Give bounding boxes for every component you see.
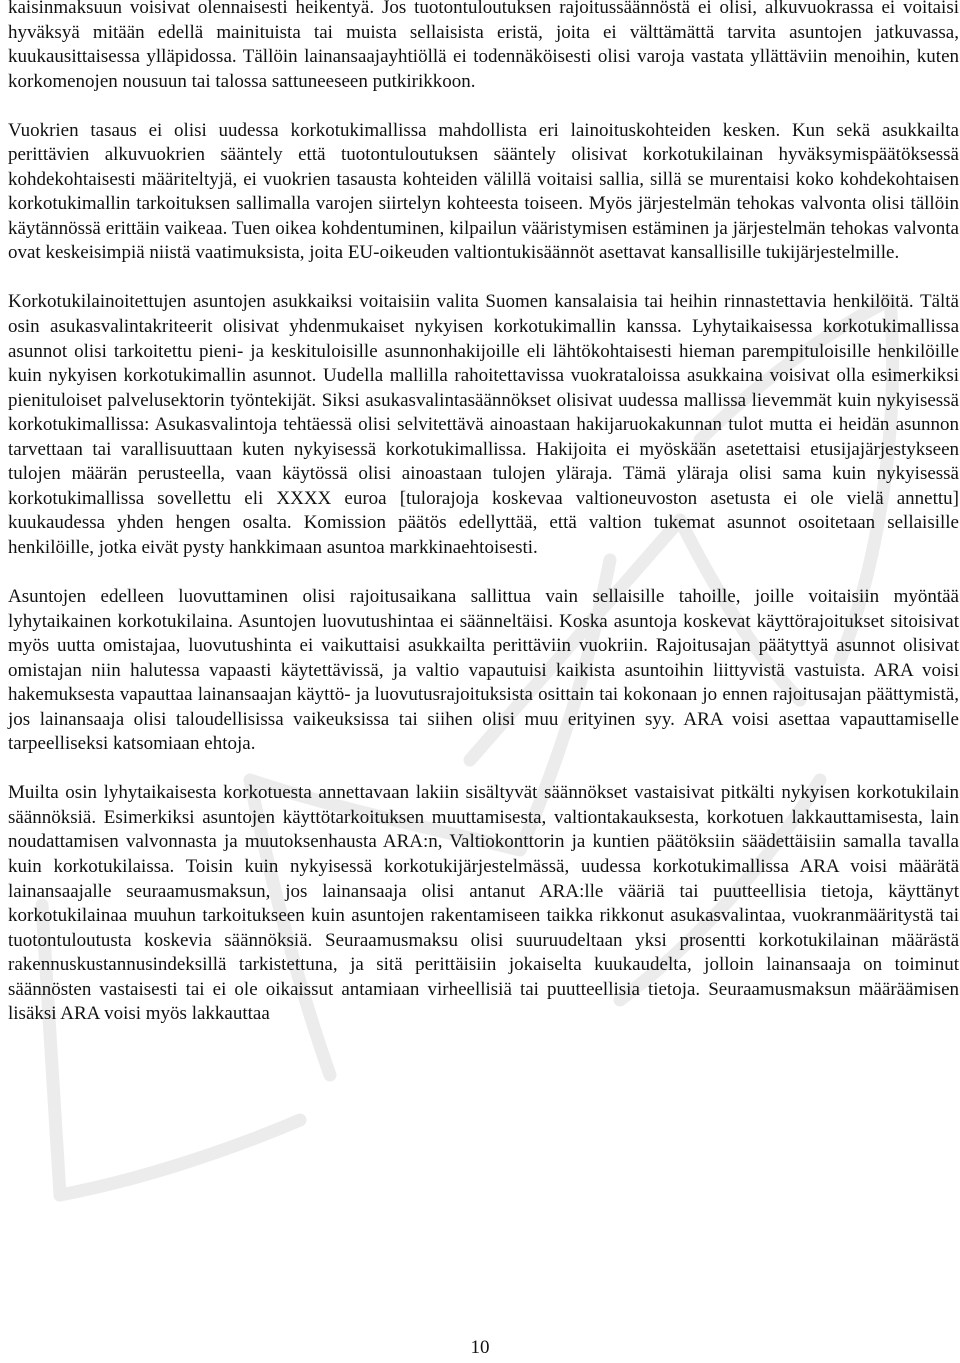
paragraph: Asuntojen edelleen luovuttaminen olisi rajoitusaikana sallittua vain sellaisille tahoille, joille voitaisiin myöntää lyhytaikainen korkotukilaina. Asuntojen luovutushintaa ei säänneltäisi. Koska asuntoja koskevat käyttörajoitukset sitoisivat myös uutta omistajaa, luovutushinta ei vaikuttaisi asukkailta perittäviin vuokriin. Rajoitusajan päätyttyä asunnot olisivat omistajan niin halutessa vapaasti käytettävissä, ja valtio vapautuisi kaikista asuntoihin liittyvistä vastuista. ARA voisi hakemuksesta vapauttaa lainansaajan käyttö- ja luovutusrajoituksista osittain tai kokonaan jo ennen rajoitusajan päättymistä, jos lainansaaja olisi taloudellisissa vaikeuksissa tai siihen olisi muu erityinen syy. ARA voisi asettaa vapauttamiselle tarpeelliseksi katsomiaan ehtoja. xyxy=(8,585,959,755)
watermark-stroke xyxy=(60,1120,300,1195)
document-body xyxy=(8,0,959,1027)
paragraph: Muilta osin lyhytaikaisesta korkotuesta annettavaan lakiin sisältyvät säännökset vastaisivat pitkälti nykyisen korkotukilain säännöksiä. Esimerkiksi asuntojen käyttötarkoituksen muuttamisesta, valtiontakauksesta, korkotuen lakkauttamisesta, lain noudattamisen valvonnasta ja muutoksenhausta ARA:n, Valtiokonttorin ja kuntien päätöksiin säädettäisiin samalla tavalla kuin korkotukilaissa. Toisin kuin nykyisessä korkotukijärjestelmässä, uudessa korkotukimallissa ARA voisi määrätä lainansaajalle seuraamusmaksun, jos lainansaaja olisi antanut ARA:lle vääriä tai puutteellisia tietoja, käyttänyt korkotukilainaa muuhun tarkoitukseen kuin asuntojen rakentamiseen taikka rikkonut asukasvalintaa, vuokranmääritystä tai tuotontuloutusta koskevia säännöksiä. Seuraamusmaksu olisi suuruudeltaan yksi prosentti korkotukilainan määrästä rakennuskustannusindeksillä tarkistettuna, ja sitä perittäisiin jokaiselta kuukaudelta, jolloin lainansaaja on toiminut säännösten vastaisesti tai ei ole oikaissut antamiaan virheellisiä tai puutteellisia tietoja. Seuraamusmaksun määräämisen lisäksi ARA voisi myös lakkauttaa xyxy=(8,782,959,1025)
paragraph: Vuokrien tasaus ei olisi uudessa korkotukimallissa mahdollista eri lainoituskohteiden kesken. Kun sekä asukkailta perittävien alkuvuokrien sääntely että tuotontuloutuksen sääntely olisivat korkotukilainan hyväksymispäätöksessä kohdekohtaisesti määriteltyjä, ei vuokrien tasausta kohteiden välillä voitaisi sallia, sillä se murentaisi koko kohdekohtaisen korkotukimallin tarkoituksen sallimalla varojen siirtelyn kohteesta toiseen. Myös järjestelmän tehokas valvonta olisi tällöin käytännössä erittäin vaikeaa. Tuen oikea kohdentuminen, kilpailun vääristymisen estäminen ja järjestelmän tehokas valvonta ovat keskeisimpiä niistä vaatimuksista, joita EU-oikeuden valtiontukisäännöt asettavat kansallisille tukijärjestelmille. xyxy=(8,119,959,264)
paragraph: Korkotukilainoitettujen asuntojen asukkaiksi voitaisiin valita Suomen kansalaisia tai heihin rinnastettavia henkilöitä. Tältä osin asukasvalintakriteerit olisivat yhdenmukaiset nykyisen korkotukimallin kanssa. Lyhytaikaisessa korkotukimallissa asunnot olisi tarkoitettu pieni- ja keskituloisille asunnonhakijoille eli lähtökohtaisesti hieman parempituloisille henkilöille kuin nykyisen korkotukimallin asunnot. Uudella mallilla rahoitettavissa vuokrataloissa asukkaina voisivat olla esimerkiksi pienituloiset palvelusektorin työntekijät. Siksi asukasvalintasäännökset olisivat uudessa mallissa lievemmät kuin nykyisessä korkotukimallissa: Asukasvalintoja tehtäessä olisi selvitettävä ainoastaan hakijaruokakunnan tulot mutta ei heidän asunnon tarvettaan tai varallisuuttaan kuten nykyisessä korkotukimallissa. Hakijoita ei myöskään asetettaisi etusijajärjestykseen tulojen määrän perusteella, vaan käytössä olisi ainoastaan tulojen yläraja. Tämä yläraja olisi sama kuin nykyisessä korkotukimallissa sovellettu eli XXXX euroa [tulorajoja koskevaa valtioneuvoston asetusta ei ole vielä annettu] kuukaudessa yhden hengen osalta. Komission päätös edellyttää, että valtion tukemat asunnot osoitetaan sellaisille henkilöille, jotka eivät pysty hankkimaan asuntoa markkinaehtoisesti. xyxy=(8,291,959,558)
page-number: 10 xyxy=(470,1337,490,1358)
paragraph: kaisinmaksuun voisivat olennaisesti heikentyä. Jos tuotontuloutuksen rajoitussäännöstä ei olisi, alkuvuokrassa ei voitaisi hyväksyä mitään edellä mainituista tai muista sellaisista eristä, joita ei välttämättä tarvita asuntojen jatkuvassa, kuukausittaisessa ylläpidossa. Tällöin lainansaajayhtiöllä ei todennäköisesti olisi varoja vastata yllättäviin menoihin, kuten korkomenojen nousuun tai talossa sattuneeseen putkirikkoon. xyxy=(8,0,959,92)
